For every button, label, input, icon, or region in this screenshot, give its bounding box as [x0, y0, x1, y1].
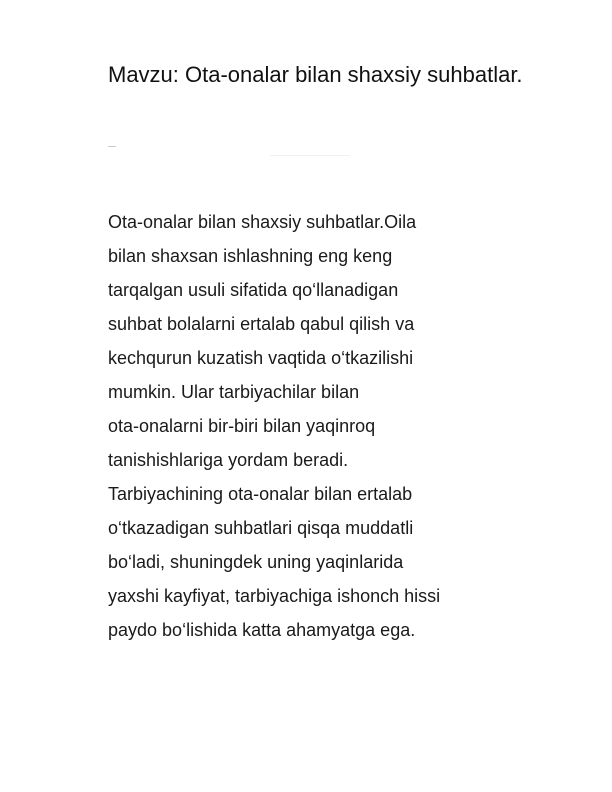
title-divider-faint	[270, 155, 350, 156]
title-divider	[108, 146, 358, 147]
page-title: Mavzu: Ota-onalar bilan shaxsiy suhbatlar.	[108, 62, 523, 87]
body-paragraph: Ota-onalar bilan shaxsiy suhbatlar.Oila bilan shaxsan ishlashning eng keng tarqalgan usuli sifatida qo‘llanadigan suhbat bolalarni ertalab qabul qilish va kechqurun kuzatish vaqtida o‘tkazilishi mumkin. Ular tarbiyachilar bilan ota-onalarni bir-biri bilan yaqinroq tanishishlariga yordam beradi. Tarbiyachining ota-onalar bilan ertalab o‘tkazadigan suhbatlari qisqa muddatli bo‘ladi, shuningdek uning yaqinlarida yaxshi kayfiyat, tarbiyachiga ishonch hissi paydo bo‘lishida katta ahamyatga ega.	[108, 212, 441, 640]
